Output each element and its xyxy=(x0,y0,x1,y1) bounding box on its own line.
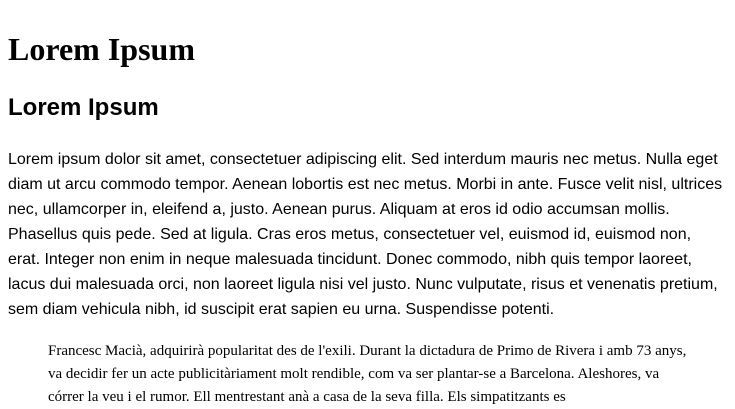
lorem-paragraph: Lorem ipsum dolor sit amet, consectetuer adipiscing elit. Sed interdum mauris nec metus. Nulla eget diam ut arcu commodo tempor. Aenean lobortis est nec metus. Morbi in ante. Fusce velit nisl, ultrices nec, ullamcorper in, eleifend a, justo. Aenean purus. Aliquam at eros id odio accumsan mollis. Phasellus quis pede. Sed at ligula. Cras eros metus, consectetuer vel, euismod id, euismod non, erat. Integer non enim in neque malesuada tincidunt. Donec commodo, nibh quis tempor laoreet, lacus dui malesuada orci, non laoreet ligula nisi vel justo. Nunc vulputate, risus et venenatis pretium, sem diam vehicula nibh, id suscipit erat sapien eu urna. Suspendisse potenti. xyxy=(8,151,723,318)
section-heading: Lorem Ipsum xyxy=(8,94,159,121)
page-title: Lorem Ipsum xyxy=(8,31,195,67)
quote-block: Francesc Macià, adquirirà popularitat des de l'exili. Durant la dictadura de Primo de Rivera i amb 73 anys, va decidir fer un acte publicitàriament molt rendible, com va ser plantar-se a Barcelona. Aleshores, va córrer la veu i el rumor. Ell mentrestant anà a casa de la seva filla. Els simpatitzants es xyxy=(48,343,687,405)
